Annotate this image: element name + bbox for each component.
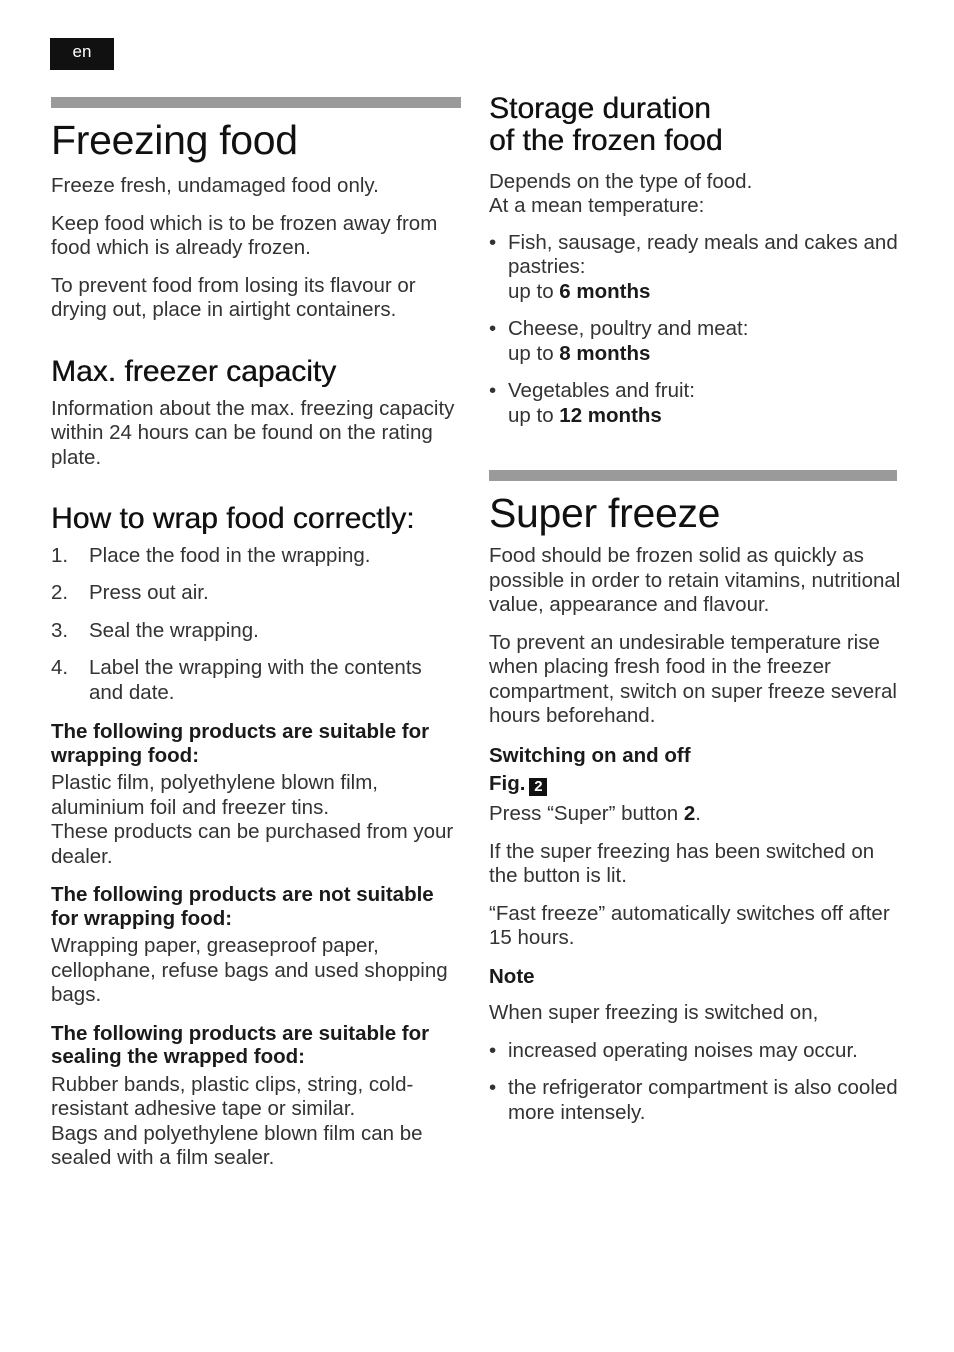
list-item [489,231,904,305]
storage-list [489,231,904,429]
press-button-instruction [489,802,904,827]
step-number: 2. [51,581,69,605]
bullet-icon: • [489,1038,497,1062]
suitable-wrapping-text: Plastic film, polyethylene blown film, aluminium foil and freezer tins. [51,771,378,819]
right-column [489,93,904,1125]
note-intro: When super freezing is switched on, [489,1001,819,1025]
wrap-heading: How to wrap food correctly: [51,502,415,536]
super-freeze-paragraph: To prevent an undesirable temperature rise when placing fresh food in the freezer compartment, switch on super freeze several hours beforehand. [489,630,897,728]
note-item-text: the refrigerator compartment is also cooled more intensely. [508,1076,898,1124]
switching-heading: Switching on and off [489,743,691,767]
not-suitable-wrapping-heading: The following products are not suitable for wrapping food: [51,883,434,930]
list-item [51,544,461,569]
storage-item-text: Fish, sausage, ready meals and cakes and pastries: [508,230,898,279]
intro-paragraph: To prevent food from losing its flavour or drying out, place in airtight containers. [51,273,416,322]
super-freeze-title: Super freeze [489,490,721,537]
step-number: 3. [51,618,69,642]
max-capacity-heading: Max. freezer capacity [51,354,337,388]
list-item [489,379,904,428]
list-item [51,581,461,606]
suitable-wrapping-heading: The following products are suitable for wrapping food: [51,720,430,767]
note-heading: Note [489,964,535,988]
storage-item-prefix: up to [508,279,560,303]
storage-intro: At a mean temperature: [489,194,705,218]
storage-heading-line: of the frozen food [489,124,723,158]
bullet-icon: • [489,1076,497,1100]
storage-duration-heading [489,93,904,158]
storage-item-text: Vegetables and fruit: [508,379,695,403]
list-item [489,317,904,366]
bullet-icon: • [489,317,497,341]
step-text: Place the food in the wrapping. [89,543,371,567]
language-tag: en [50,38,114,70]
storage-intro: Depends on the type of food. [489,169,753,193]
step-number: 4. [51,656,69,680]
list-item [489,1039,904,1064]
storage-item-value: 12 months [559,403,662,427]
button-number: 2 [683,802,696,826]
sealing-heading: The following products are suitable for sealing the wrapped food: [51,1021,430,1069]
capacity-paragraph: Information about the max. freezing capacity within 24 hours can be found on the rating plate. [51,396,455,469]
section-rule [51,97,461,108]
storage-item-prefix: up to [508,403,560,427]
section-rule [489,470,897,481]
left-column [51,97,461,1171]
fast-freeze-text: “Fast freeze” automatically switches off after 15 hours. [489,901,890,950]
storage-item-text: Cheese, poultry and meat: [508,317,749,341]
figure-reference [489,772,904,796]
intro-paragraph: Freeze fresh, undamaged food only. [51,174,379,198]
not-suitable-wrapping-text: Wrapping paper, greaseproof paper, cellophane, refuse bags and used shopping bags. [51,934,448,1007]
step-text: Seal the wrapping. [89,618,259,642]
sealing-text: Bags and polyethylene blown film can be sealed with a film sealer. [51,1121,423,1170]
note-item-text: increased operating noises may occur. [508,1038,858,1062]
super-freeze-paragraph: Food should be frozen solid as quickly as possible in order to retain vitamins, nutritional value, appearance and flavour. [489,544,901,617]
press-text: Press “Super” button [489,802,684,826]
wrap-steps-list [51,544,461,706]
bullet-icon: • [489,230,497,254]
button-lit-text: If the super freezing has been switched on the button is lit. [489,839,875,888]
suitable-wrapping-text: These products can be purchased from your dealer. [51,820,454,868]
sealing-text: Rubber bands, plastic clips, string, cold-resistant adhesive tape or similar. [51,1072,414,1121]
intro-paragraph: Keep food which is to be frozen away from food which is already frozen. [51,211,438,260]
note-list [489,1039,904,1126]
list-item [489,1076,904,1125]
figure-label: Fig. [489,772,526,796]
bullet-icon: • [489,379,497,403]
storage-item-prefix: up to [508,341,560,365]
list-item [51,656,461,705]
freezing-food-title: Freezing food [51,117,298,163]
storage-item-value: 8 months [559,341,651,365]
press-suffix: . [695,802,701,826]
step-text: Label the wrapping with the contents and date. [89,656,422,704]
storage-heading-line: Storage duration [489,92,711,125]
figure-number-badge: 2 [529,778,547,796]
storage-item-value: 6 months [559,279,651,303]
step-text: Press out air. [89,581,209,605]
step-number: 1. [51,543,69,567]
list-item [51,619,461,644]
